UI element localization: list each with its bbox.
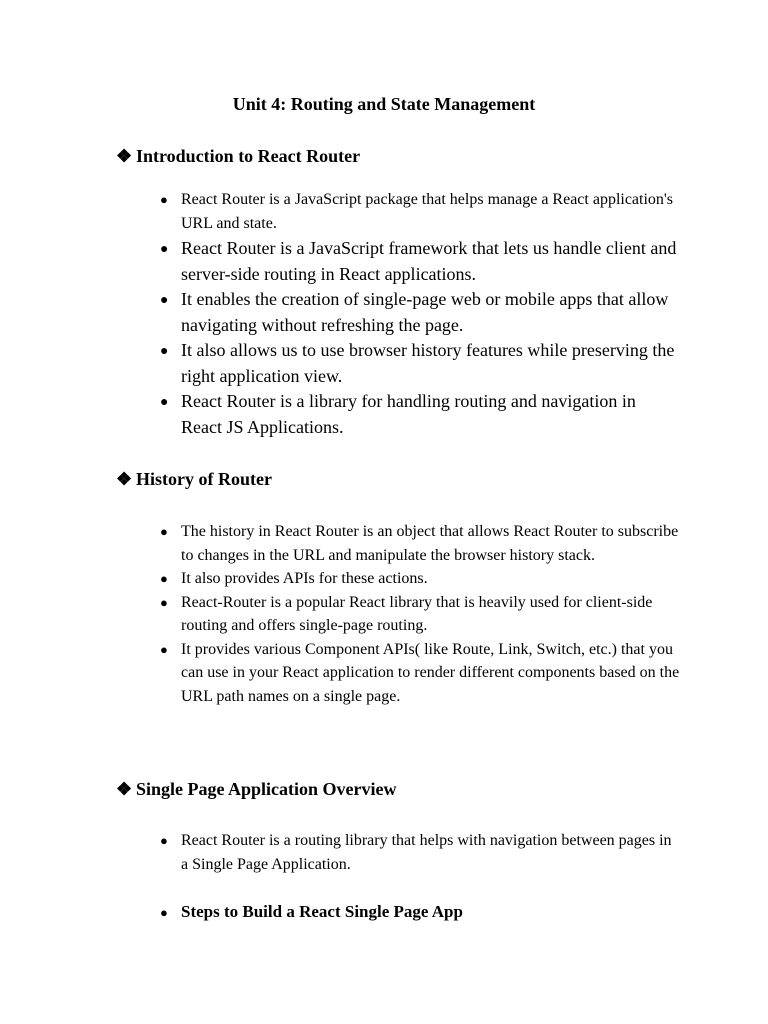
bullet-icon: ● bbox=[160, 594, 168, 610]
intro-list-continued bbox=[160, 236, 680, 440]
list-item bbox=[160, 520, 680, 567]
section-heading-intro bbox=[116, 145, 360, 167]
list-item-text: React-Router is a popular React library that is heavily used for client-side routing and offers single-page routing. bbox=[181, 593, 653, 634]
history-list bbox=[160, 520, 680, 708]
section-heading-text: Introduction to React Router bbox=[136, 146, 361, 166]
list-item-text: React Router is a JavaScript framework that lets us handle client and server-side routing in React applications. bbox=[181, 238, 677, 284]
section-heading-history bbox=[116, 468, 272, 490]
list-item bbox=[160, 829, 680, 876]
bullet-icon: ● bbox=[160, 905, 168, 920]
bullet-icon: ● bbox=[160, 571, 168, 586]
bullet-icon: ● bbox=[160, 395, 169, 410]
bullet-icon: ● bbox=[160, 242, 169, 257]
list-item bbox=[160, 236, 680, 287]
section-heading-text: History of Router bbox=[136, 469, 272, 489]
list-item bbox=[160, 287, 680, 338]
list-item-text: The history in React Router is an object that allows React Router to subscribe to changes in the URL and manipulate the browser history stack. bbox=[181, 523, 679, 564]
list-item-text: React Router is a library for handling routing and navigation in React JS Applications. bbox=[181, 391, 636, 437]
list-item bbox=[160, 591, 680, 638]
bullet-icon: ● bbox=[160, 192, 168, 207]
list-item-text: React Router is a routing library that helps with navigation between pages in a Single Page Application. bbox=[181, 832, 672, 873]
intro-list bbox=[160, 188, 680, 235]
steps-heading-text: Steps to Build a React Single Page App bbox=[181, 902, 463, 921]
list-item bbox=[160, 567, 680, 591]
list-item-text: It also allows us to use browser history features while preserving the right application view. bbox=[181, 340, 675, 386]
page-title: Unit 4: Routing and State Management bbox=[232, 94, 536, 114]
bullet-icon: ● bbox=[160, 344, 169, 359]
diamond-bullet-icon: ❖ bbox=[116, 146, 133, 166]
bullet-icon: ● bbox=[160, 641, 168, 657]
spa-list bbox=[160, 829, 680, 876]
list-item-text: React Router is a JavaScript package that helps manage a React application's URL and state. bbox=[181, 191, 674, 232]
diamond-bullet-icon: ❖ bbox=[116, 469, 133, 489]
section-heading-text: Single Page Application Overview bbox=[136, 779, 397, 799]
bullet-icon: ● bbox=[160, 524, 168, 539]
list-item bbox=[160, 188, 680, 235]
list-item bbox=[160, 638, 680, 709]
bullet-icon: ● bbox=[160, 833, 168, 848]
list-item-text: It provides various Component APIs( like Route, Link, Switch, etc.) that you can use in your React application to render different components based on the URL path names on a single page. bbox=[181, 640, 680, 705]
steps-heading-item bbox=[160, 901, 463, 924]
list-item bbox=[160, 389, 680, 440]
bullet-icon: ● bbox=[160, 293, 169, 308]
list-item-text: It enables the creation of single-page web or mobile apps that allow navigating without refreshing the page. bbox=[181, 289, 669, 335]
list-item-text: It also provides APIs for these actions. bbox=[181, 570, 428, 587]
list-item bbox=[160, 338, 680, 389]
section-heading-spa bbox=[116, 778, 397, 800]
diamond-bullet-icon: ❖ bbox=[116, 779, 133, 799]
